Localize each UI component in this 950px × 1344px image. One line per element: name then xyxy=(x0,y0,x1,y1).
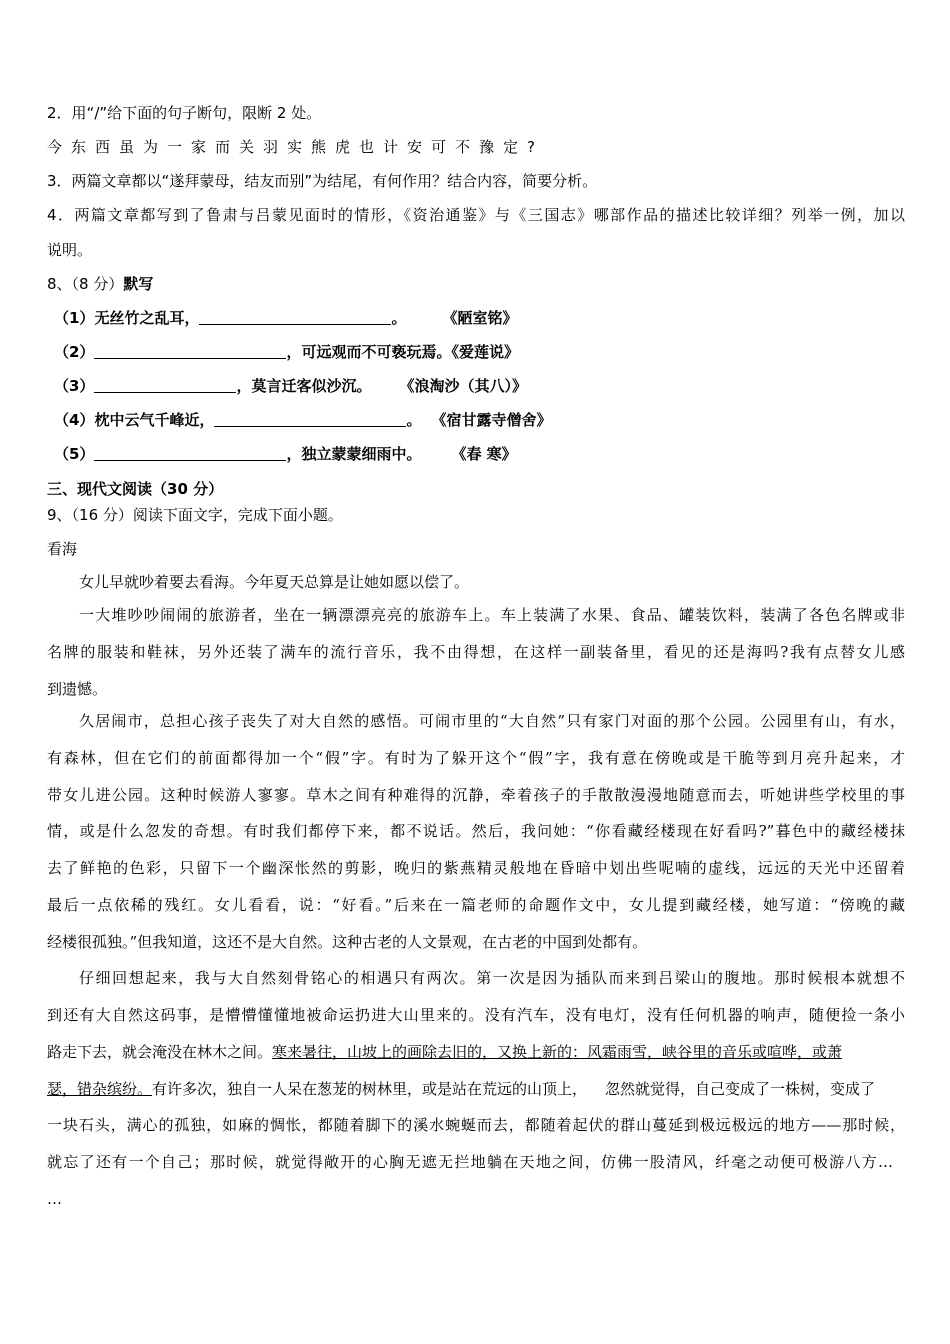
answer-blank-2[interactable] xyxy=(94,344,286,359)
underlined-passage-end: 瑟，错杂缤纷。 xyxy=(47,1080,153,1098)
dictation-item-1 xyxy=(54,308,517,328)
article-line: 久居闹市，总担心孩子丧失了对大自然的感悟。可闹市里的“大自然”只有家门对面的那个公园。公园里有山，有水， xyxy=(79,712,905,730)
article-title: 看海 xyxy=(47,540,78,558)
article-line: 最后一点依稀的残红。女儿看看，说：“好看。”后来在一篇老师的命题作文中，女儿提到藏经楼，她写道：“傍晚的藏 xyxy=(47,896,905,914)
article-line: 经楼很孤独。”但我知道，这还不是大自然。这种古老的人文景观，在古老的中国到处都有。 xyxy=(47,933,648,951)
answer-blank-4[interactable] xyxy=(214,412,406,427)
article-line: 带女儿进公园。这种时候游人寥寥。草木之间有种难得的沉静，牵着孩子的手散散漫漫地随意而去，听她讲些学校里的事 xyxy=(47,786,905,804)
item-suffix: 。 xyxy=(391,309,407,327)
article-line-with-underline xyxy=(47,1079,905,1099)
item-prefix: 枕中云气千峰近， xyxy=(94,411,215,429)
question-8-title: 默写 xyxy=(123,275,154,293)
dictation-item-2 xyxy=(54,342,519,362)
answer-blank-5[interactable] xyxy=(94,446,286,461)
article-line: 到还有大自然这码事，是懵懵懂懂地被命运扔进大山里来的。没有汽车，没有电灯，没有任何机器的响声，随便捡一条小 xyxy=(47,1006,905,1024)
question-8-number: 8、（8 分） xyxy=(47,275,124,293)
article-line: 情，或是什么忽发的奇想。有时我们都停下来，都不说话。然后，我问她：“你看藏经楼现在好看吗?”暮色中的藏经楼抹 xyxy=(47,822,905,840)
question-2: 2．用“/”给下面的句子断句，限断 2 处。 xyxy=(47,104,322,122)
item-source: 《浪淘沙（其八）》 xyxy=(399,377,527,395)
item-number: （5） xyxy=(54,445,95,463)
answer-blank-1[interactable] xyxy=(199,310,391,325)
article-text: 忽然就觉得，自己变成了一株树，变成了 xyxy=(605,1080,876,1098)
item-number: （2） xyxy=(54,343,95,361)
question-8-heading xyxy=(47,274,153,294)
article-line: 就忘了还有一个自己；那时候，就觉得敞开的心胸无遮无拦地躺在天地之间，仿佛一股清风，纤毫之动便可极游八方… xyxy=(47,1153,893,1171)
article-line: 到遗憾。 xyxy=(47,680,108,698)
item-suffix: ，独立蒙蒙细雨中。 xyxy=(286,445,422,463)
item-source: 《春 寒》 xyxy=(451,445,517,463)
item-suffix: 。 xyxy=(406,411,422,429)
item-source: 《陋室铭》 xyxy=(442,309,518,327)
question-2-sentence: 今东西虽为一家而关羽实熊虎也计安可不豫定? xyxy=(47,138,544,156)
item-source: 《爱莲说》 xyxy=(451,343,519,361)
dictation-item-4 xyxy=(54,410,551,430)
item-number: （3） xyxy=(54,377,95,395)
item-suffix: ，可远观而不可亵玩焉。 xyxy=(286,343,452,361)
section-3-heading: 三、现代文阅读（30 分） xyxy=(47,480,224,498)
item-suffix: ，莫言迁客似沙沉。 xyxy=(236,377,372,395)
item-prefix: 无丝竹之乱耳， xyxy=(94,309,200,327)
article-line: 有森林，但在它们的前面都得加一个“假”字。有时为了躲开这个“假”字，我有意在傍晚或是干脆等到月亮升起来，才 xyxy=(47,749,905,767)
item-number: （4） xyxy=(54,411,95,429)
item-number: （1） xyxy=(54,309,95,327)
question-3: 3．两篇文章都以“遂拜蒙母，结友而别”为结尾，有何作用？结合内容，简要分析。 xyxy=(47,172,598,190)
question-4-line-1: 4．两篇文章都写到了鲁肃与吕蒙见面时的情形，《资治通鉴》与《三国志》哪部作品的描述比较详细？列举一例，加以 xyxy=(47,206,905,224)
article-line-with-underline xyxy=(47,1042,905,1062)
article-line: 仔细回想起来，我与大自然刻骨铭心的相遇只有两次。第一次是因为插队而来到吕梁山的腹地。那时候根本就想不 xyxy=(79,969,905,987)
article-line: 去了鲜艳的色彩，只留下一个幽深怅然的剪影，晚归的紫燕精灵般地在昏暗中划出些呢喃的虚线，远远的天光中还留着 xyxy=(47,859,905,877)
underlined-passage: 寒来暑往，山坡上的画除去旧的，又换上新的：风霜雨雪，峡谷里的音乐或喧哗，或萧 xyxy=(272,1043,843,1061)
question-9: 9、（16 分）阅读下面文字，完成下面小题。 xyxy=(47,506,343,524)
question-4-line-2: 说明。 xyxy=(47,241,93,259)
article-line: 名牌的服装和鞋袜，另外还装了满车的流行音乐，我不由得想，在这样一副装备里，看见的还是海吗?我有点替女儿感 xyxy=(47,643,905,661)
item-source: 《宿甘露寺僧舍》 xyxy=(431,411,552,429)
article-text: 有许多次，独自一人呆在葱茏的树林里，或是站在荒远的山顶上， xyxy=(152,1080,588,1098)
article-line: 一大堆吵吵闹闹的旅游者，坐在一辆漂漂亮亮的旅游车上。车上装满了水果、食品、罐装饮料，装满了各色名牌或非 xyxy=(79,606,905,624)
article-line: … xyxy=(47,1190,62,1208)
article-text: 路走下去，就会淹没在林木之间。 xyxy=(47,1043,273,1061)
dictation-item-3 xyxy=(54,376,527,396)
article-line: 女儿早就吵着要去看海。今年夏天总算是让她如愿以偿了。 xyxy=(79,573,470,591)
answer-blank-3[interactable] xyxy=(94,378,236,393)
article-line: 一块石头，满心的孤独，如麻的惆怅，都随着脚下的溪水蜿蜒而去，都随着起伏的群山蔓延到极远极远的地方——那时候， xyxy=(47,1116,905,1134)
dictation-item-5 xyxy=(54,444,517,464)
